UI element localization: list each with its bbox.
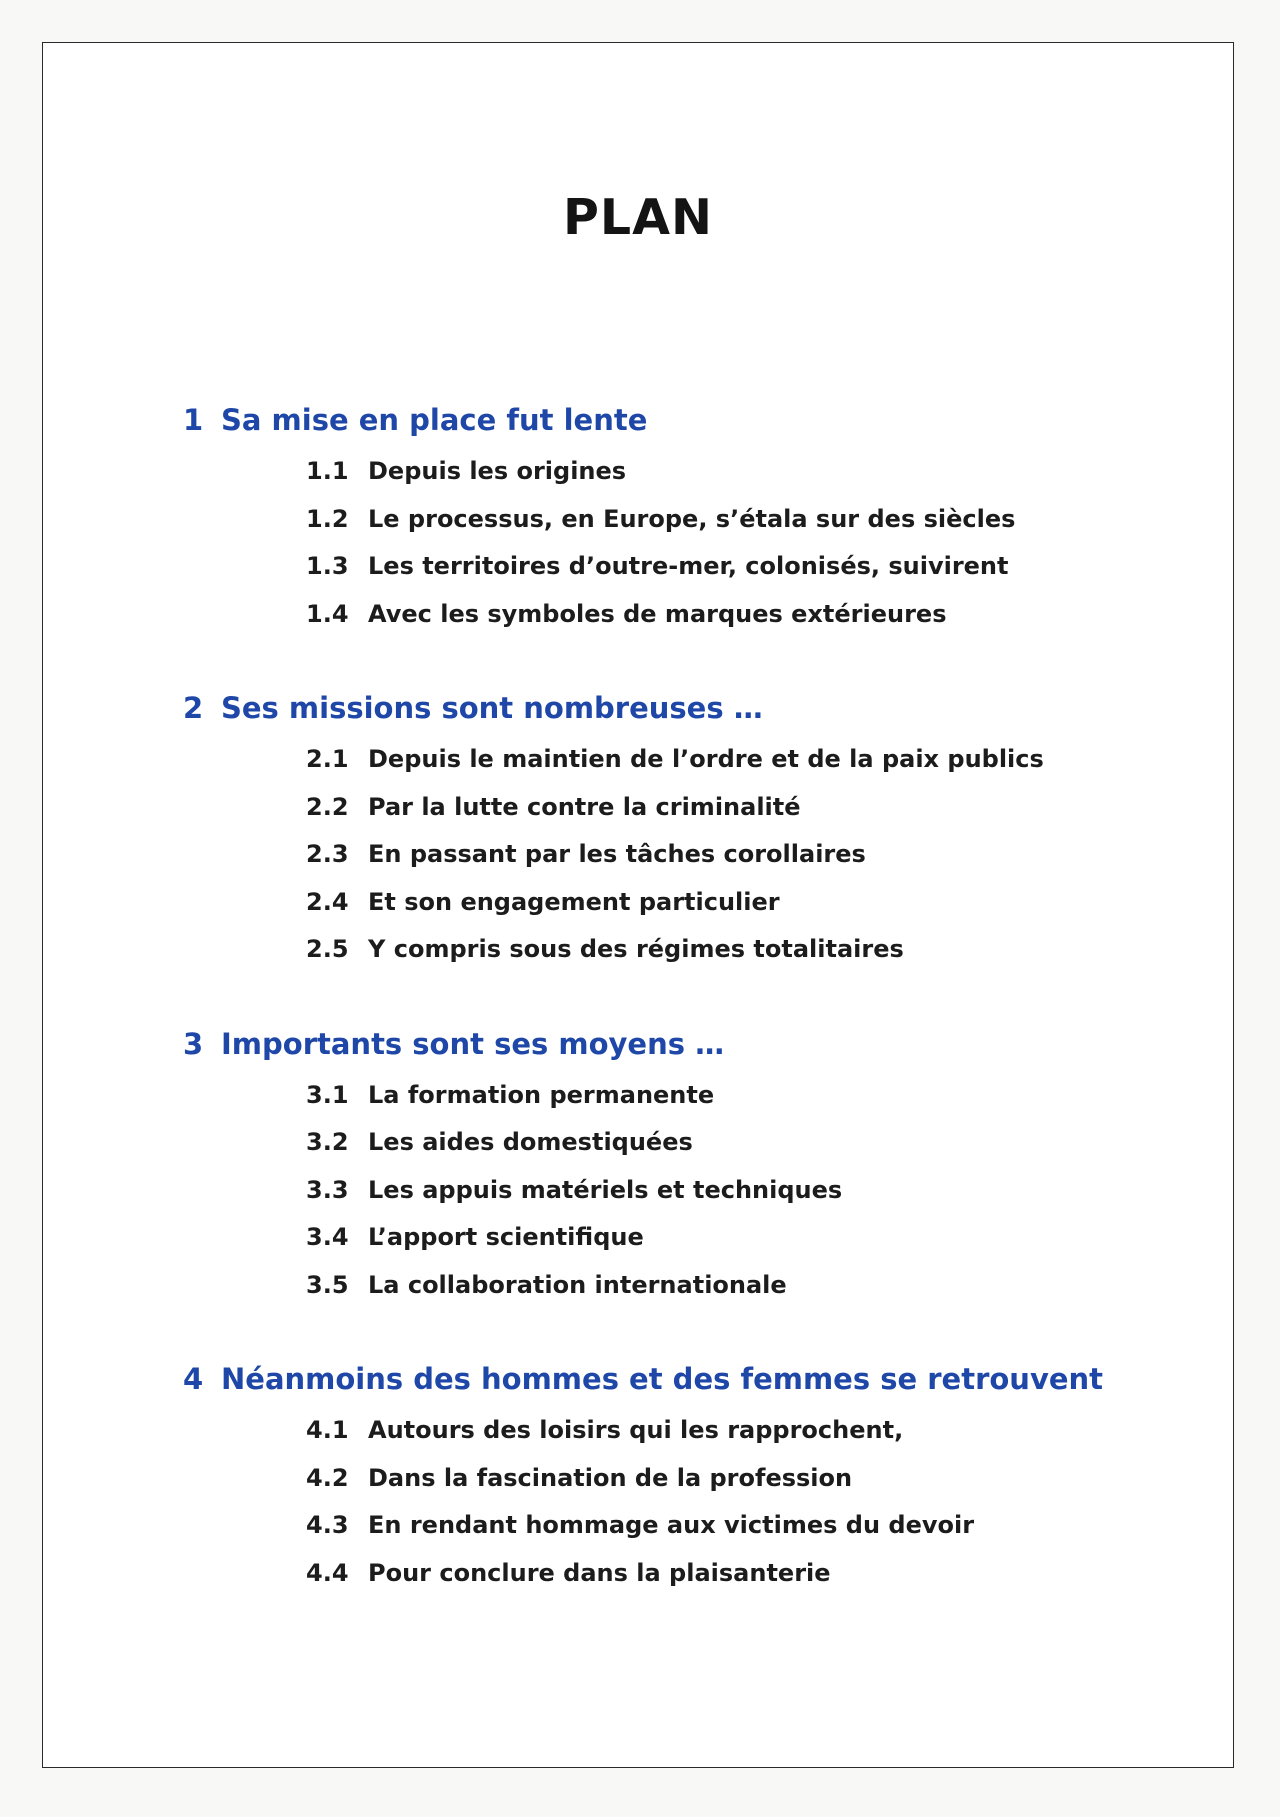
section-2 <box>183 691 1233 983</box>
item-text: Avec les symboles de marques extérieures <box>368 599 947 628</box>
list-item <box>306 552 1233 600</box>
list-item <box>306 1081 1233 1129</box>
section-items <box>306 745 1233 983</box>
list-item <box>306 505 1233 553</box>
list-item <box>306 457 1233 505</box>
section-heading <box>183 1362 1233 1412</box>
section-4 <box>183 1362 1233 1606</box>
item-number: 1.1 <box>306 457 349 485</box>
list-item <box>306 935 1233 983</box>
item-text: L’apport scientifique <box>368 1223 644 1251</box>
list-item <box>306 1223 1233 1271</box>
section-number: 4 <box>183 1362 204 1396</box>
section-title: Néanmoins des hommes et des femmes se retrouvent <box>221 1362 1104 1396</box>
item-number: 3.3 <box>306 1175 349 1204</box>
list-item <box>306 1176 1233 1224</box>
item-number: 4.2 <box>306 1463 349 1492</box>
section-1 <box>183 403 1233 647</box>
item-number: 4.1 <box>306 1416 349 1444</box>
item-text: La formation permanente <box>368 1080 715 1109</box>
section-items <box>306 457 1233 647</box>
section-heading <box>183 403 1233 453</box>
item-number: 3.5 <box>306 1270 349 1299</box>
list-item <box>306 793 1233 841</box>
item-number: 2.3 <box>306 840 349 868</box>
item-number: 3.1 <box>306 1080 349 1109</box>
item-number: 1.2 <box>306 504 349 533</box>
section-heading <box>183 1027 1233 1077</box>
item-text: Depuis le maintien de l’ordre et de la paix publics <box>368 745 1044 773</box>
page-title: PLAN <box>562 189 714 246</box>
list-item <box>306 1128 1233 1176</box>
item-text: Les appuis matériels et techniques <box>368 1175 843 1204</box>
section-number: 1 <box>183 403 204 437</box>
section-number: 3 <box>183 1026 204 1061</box>
list-item <box>306 1464 1233 1512</box>
list-item <box>306 1271 1233 1319</box>
section-title: Sa mise en place fut lente <box>221 403 648 437</box>
section-items <box>306 1081 1233 1319</box>
item-text: En rendant hommage aux victimes du devoir <box>368 1511 975 1539</box>
item-number: 4.3 <box>306 1511 349 1539</box>
list-item <box>306 745 1233 793</box>
list-item <box>306 888 1233 936</box>
item-text: La collaboration internationale <box>368 1270 787 1299</box>
item-text: Depuis les origines <box>368 457 627 485</box>
item-text: Le processus, en Europe, s’étala sur des siècles <box>368 504 1016 533</box>
item-text: Les aides domestiquées <box>368 1128 693 1156</box>
section-items <box>306 1416 1233 1606</box>
page-border <box>42 42 1234 1768</box>
item-number: 4.4 <box>306 1558 349 1587</box>
item-number: 1.4 <box>306 599 349 628</box>
item-text: Autours des loisirs qui les rapprochent, <box>368 1416 904 1444</box>
section-number: 2 <box>183 691 204 725</box>
section-title: Importants sont ses moyens … <box>221 1026 725 1061</box>
item-text: Dans la fascination de la profession <box>368 1463 853 1492</box>
item-text: Y compris sous des régimes totalitaires <box>368 935 904 963</box>
item-text: Par la lutte contre la criminalité <box>368 792 801 821</box>
list-item <box>306 1416 1233 1464</box>
item-number: 2.4 <box>306 887 349 916</box>
item-number: 2.5 <box>306 935 349 963</box>
item-number: 2.2 <box>306 792 349 821</box>
item-text: Les territoires d’outre-mer, colonisés, suivirent <box>368 552 1009 580</box>
section-heading <box>183 691 1233 741</box>
item-number: 3.4 <box>306 1223 349 1251</box>
item-text: Pour conclure dans la plaisanterie <box>368 1558 831 1587</box>
table-of-contents <box>183 403 1233 1650</box>
list-item <box>306 1511 1233 1559</box>
item-number: 1.3 <box>306 552 349 580</box>
item-number: 2.1 <box>306 745 349 773</box>
list-item <box>306 600 1233 648</box>
section-3 <box>183 1027 1233 1319</box>
item-text: Et son engagement particulier <box>368 887 780 916</box>
list-item <box>306 1559 1233 1607</box>
item-text: En passant par les tâches corollaires <box>368 840 866 868</box>
item-number: 3.2 <box>306 1128 349 1156</box>
section-title: Ses missions sont nombreuses … <box>221 691 763 725</box>
list-item <box>306 840 1233 888</box>
